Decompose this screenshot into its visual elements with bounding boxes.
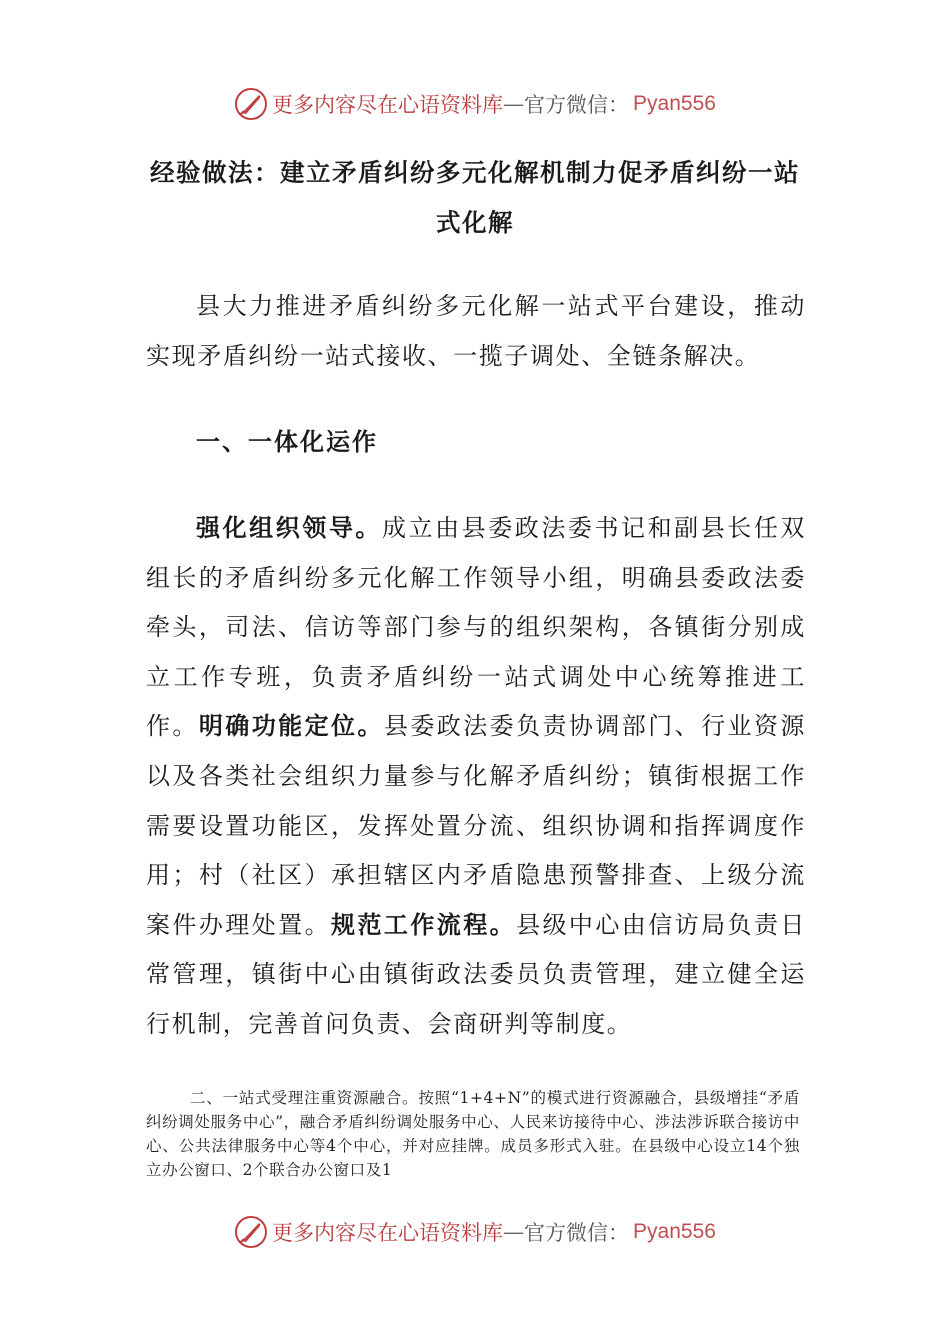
section2-paragraph: 二、一站式受理注重资源融合。按照“1+4+N”的模式进行资源融合，县级增挂“矛盾纠纷调处服务中心”，融合矛盾纠纷调处服务中心、人民来访接待中心、涉法涉诉联合接访中心、公共法律服务中心等4个中心，并对应挂牌。成员多形式入驻。在县级中心设立14个独立办公窗口、2个联合办公窗口及1 bbox=[146, 1089, 800, 1179]
banner-dash: — bbox=[503, 92, 525, 116]
lead-function: 明确功能定位。 bbox=[198, 712, 384, 741]
text-organization: 成立由县委政法委书记和副县长任双组长的矛盾纠纷多元化解工作领导小组，明确县委政法委牵头，司法、信访等部门参与的组织架构，各镇街分别成立工作专班，负责矛盾纠纷一站式调处中心统筹推进工作。 bbox=[146, 514, 806, 741]
footer-watermark-banner bbox=[0, 1212, 950, 1252]
lead-organization: 强化组织领导。 bbox=[196, 514, 382, 542]
banner-text: 更多内容尽在心语资料库 bbox=[272, 93, 504, 117]
banner-wechat-id: Pyan556 bbox=[633, 1220, 716, 1243]
banner-text: 更多内容尽在心语资料库 bbox=[272, 1221, 504, 1245]
document-title: 经验做法：建立矛盾纠纷多元化解机制力促矛盾纠纷一站式化解 bbox=[150, 158, 800, 237]
quill-logo-icon bbox=[234, 87, 268, 121]
section-heading-1: 一、一体化运作 bbox=[196, 428, 378, 456]
text-process: 县级中心由信访局负责日常管理，镇街中心由镇街政法委员负责管理，建立健全运行机制，完善首问负责、会商研判等制度。 bbox=[146, 910, 806, 1038]
lead-process: 规范工作流程。 bbox=[331, 910, 517, 939]
text-function: 县委政法委负责协调部门、行业资源以及各类社会组织力量参与化解矛盾纠纷；镇街根据工作需要设置功能区，发挥处置分流、组织协调和指挥调度作用；村（社区）承担辖区内矛盾隐患预警排查、上级分流案件办理处置。 bbox=[146, 712, 806, 939]
section1-paragraph bbox=[146, 504, 806, 1050]
header-watermark-banner bbox=[0, 84, 950, 124]
banner-dash: — bbox=[503, 1220, 525, 1244]
banner-label: 官方微信： bbox=[524, 1221, 630, 1245]
quill-logo-icon bbox=[234, 1215, 268, 1249]
banner-wechat-id: Pyan556 bbox=[633, 92, 716, 115]
intro-paragraph: 县大力推进矛盾纠纷多元化解一站式平台建设，推动实现矛盾纠纷一站式接收、一揽子调处、全链条解决。 bbox=[146, 292, 806, 370]
banner-label: 官方微信： bbox=[524, 93, 630, 117]
